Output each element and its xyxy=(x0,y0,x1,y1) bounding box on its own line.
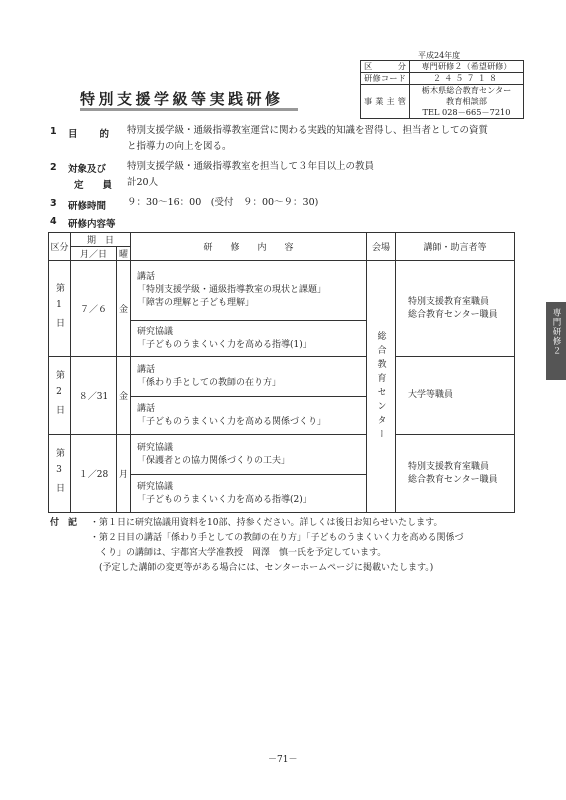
outline-line: 特別支援学級・通級指導教室を担当して３年目以上の教員 xyxy=(127,161,375,172)
day-date: ７／６ xyxy=(71,261,117,357)
dept-line: 栃木県総合教育センター xyxy=(421,85,512,95)
info-row-dept xyxy=(361,85,524,119)
venue-text: 総合教育センター xyxy=(375,330,386,443)
session-cell xyxy=(131,357,367,397)
day-kubun-text: 第2日 xyxy=(54,369,64,422)
info-row-kubun xyxy=(361,61,524,73)
info-key: 事業主管 xyxy=(361,85,410,119)
day-weekday: 月 xyxy=(117,435,131,513)
info-box xyxy=(360,60,524,119)
note-line: ・第２日目の講話「係わり手としての教師の在り方」「子どものうまくいく力を高める関係づ xyxy=(90,533,464,543)
side-tab-label: 専門研修２ xyxy=(551,308,561,356)
table-header-row xyxy=(49,233,515,247)
outline-line: と指導力の向上を図る。 xyxy=(127,141,232,152)
header-tsukihi: 月／日 xyxy=(71,247,117,261)
outline-value xyxy=(127,123,488,155)
session-cell xyxy=(131,321,367,357)
notes-label: 付 記 xyxy=(50,518,78,528)
schedule-table xyxy=(48,232,515,513)
staff-line: 特別支援教育室職員 xyxy=(408,461,490,472)
session-type: 講話 xyxy=(137,364,156,375)
day-kubun xyxy=(49,357,71,435)
staff-line: 総合教育センター職員 xyxy=(408,474,498,485)
outline-number: 1 xyxy=(50,126,57,137)
day-kubun-text: 第3日 xyxy=(54,447,64,500)
table-row xyxy=(49,261,515,321)
dept-line: TEL 028－665－7210 xyxy=(422,107,511,117)
note-line: ・第１日に研究協議用資料を10部、持参ください。詳しくは後日お知らせいたします。 xyxy=(90,518,443,528)
day-kubun-text: 第1日 xyxy=(54,282,64,335)
staff-line: 総合教育センター職員 xyxy=(408,309,498,320)
outline-label-line: 対象及び xyxy=(68,164,107,175)
page-number: －71－ xyxy=(268,755,298,765)
session-title: 「係わり手としての教師の在り方」 xyxy=(137,377,282,388)
session-title: 「子どものうまくいく力を高める指導(1)」 xyxy=(137,339,312,350)
day-date: ８／31 xyxy=(71,357,117,435)
session-cell xyxy=(131,397,367,435)
info-row-code xyxy=(361,73,524,85)
day-kubun xyxy=(49,261,71,357)
staff-line: 大学等職員 xyxy=(408,390,454,400)
table-row xyxy=(49,435,515,475)
section-side-tab xyxy=(546,302,566,380)
staff-cell xyxy=(396,357,515,435)
outline-label: 目 的 xyxy=(68,129,111,140)
session-type: 講話 xyxy=(137,272,156,282)
info-value: 専門研修２（希望研修） xyxy=(410,61,524,73)
staff-cell xyxy=(396,261,515,357)
session-title: 「保護者との協力関係づくりの工夫」 xyxy=(137,455,291,466)
venue-cell xyxy=(367,261,396,513)
session-type: 研究協議 xyxy=(137,326,174,337)
staff-line: 特別支援教育室職員 xyxy=(408,296,490,307)
note-line: (予定した講師の変更等がある場合には、センターホームページに掲載いたします。) xyxy=(90,563,434,573)
day-weekday: 金 xyxy=(117,261,131,357)
header-kijitsu: 期 日 xyxy=(71,233,131,247)
outline-number: 2 xyxy=(50,162,57,173)
outline-number: 4 xyxy=(50,216,57,227)
outline-label: 研修内容等 xyxy=(68,219,116,230)
header-youbi: 曜 xyxy=(117,247,131,261)
session-title: 「障害の理解と子ども理解」 xyxy=(137,298,255,308)
table-row xyxy=(49,357,515,397)
staff-cell xyxy=(396,435,515,513)
title-underline xyxy=(80,108,298,111)
session-cell xyxy=(131,261,367,321)
outline-label xyxy=(68,162,112,194)
outline-number: 3 xyxy=(50,198,57,209)
outline-label: 研修時間 xyxy=(68,201,107,212)
session-title: 「子どものうまくいく力を高める指導(2)」 xyxy=(137,494,312,505)
info-value xyxy=(410,85,524,119)
info-key: 区分 xyxy=(361,61,410,73)
dept-line: 教育相談部 xyxy=(446,96,487,106)
session-type: 研究協議 xyxy=(137,481,174,492)
note-line: くり」の講師は、宇都宮大学准教授 岡澤 慎一氏を予定しています。 xyxy=(90,548,387,558)
notes-body xyxy=(90,516,530,576)
header-koushi: 講師・助言者等 xyxy=(396,233,515,261)
outline-line: 計20人 xyxy=(127,177,159,188)
page-title: 特別支援学級等実践研修 xyxy=(80,90,284,108)
session-title: 「子どものうまくいく力を高める関係づくり」 xyxy=(137,416,327,427)
session-type: 講話 xyxy=(137,403,156,414)
outline-value: ９：30～16：00 (受付 ９：00～９：30) xyxy=(127,197,319,208)
outline-label-line: 定 員 xyxy=(74,180,113,191)
fiscal-year: 平成24年度 xyxy=(418,51,461,60)
header-kubun: 区分 xyxy=(49,233,71,261)
day-kubun xyxy=(49,435,71,513)
info-value: ２４５７１８ xyxy=(410,73,524,85)
session-cell xyxy=(131,475,367,513)
session-cell xyxy=(131,435,367,475)
day-date: １／28 xyxy=(71,435,117,513)
outline-line: 特別支援学級・通級指導教室運営に関わる実践的知識を習得し、担当者としての資質 xyxy=(127,125,489,136)
session-type: 研究協議 xyxy=(137,442,174,453)
outline-value xyxy=(127,159,374,191)
header-naiyou: 研 修 内 容 xyxy=(131,233,367,261)
header-kaijou: 会場 xyxy=(367,233,396,261)
session-title: 「特別支援学級・通級指導教室の現状と課題」 xyxy=(137,285,327,295)
day-weekday: 金 xyxy=(117,357,131,435)
info-key: 研修コード xyxy=(361,73,410,85)
